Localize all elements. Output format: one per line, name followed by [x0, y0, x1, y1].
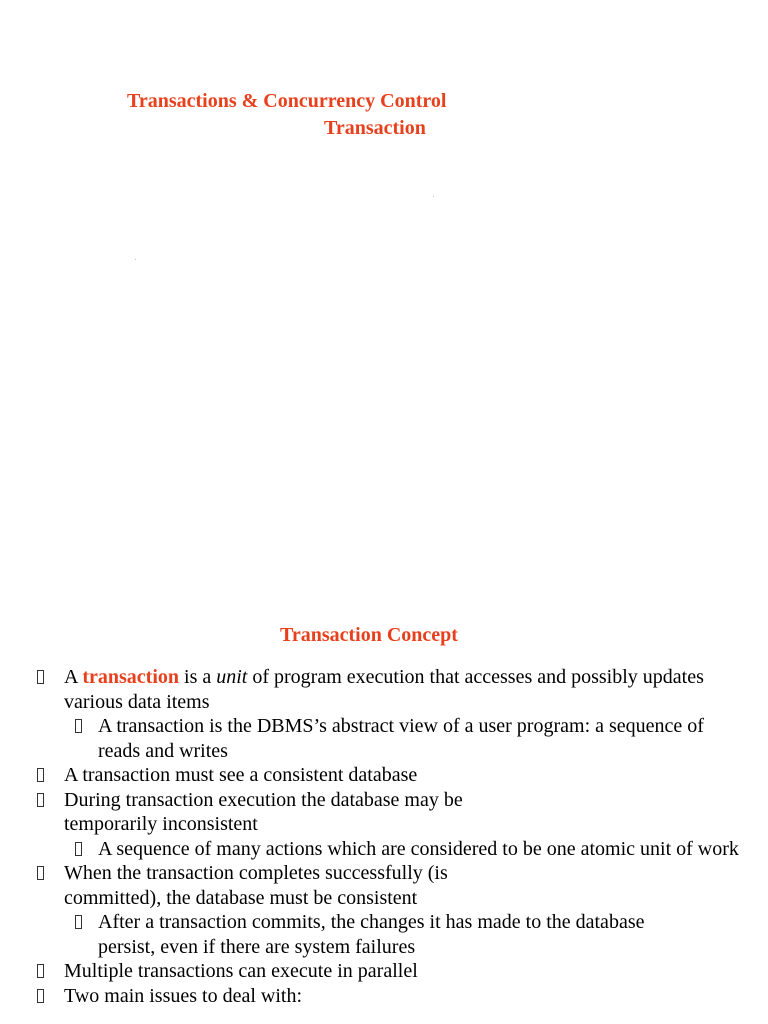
bullet-text: A transaction is the DBMS’s abstract view of a user program: a sequence of reads and writes: [98, 715, 704, 762]
bullet-item: [0, 763, 768, 788]
bullet-icon: [37, 670, 44, 684]
bullet-icon: [75, 915, 82, 929]
bullet-list: [0, 665, 768, 1008]
bullet-icon: [75, 842, 82, 856]
bullet-text: A transaction must see a consistent database: [64, 764, 418, 786]
bullet-text-prefix: A: [64, 666, 83, 688]
bullet-item: [0, 959, 768, 984]
bullet-text: When the transaction completes successfully (is committed), the database must be consistent: [64, 862, 448, 909]
bullet-text-suffix: of program execution that accesses and possibly updates various data items: [64, 666, 704, 713]
keyword-transaction: transaction: [82, 666, 180, 688]
bullet-text: During transaction execution the database may be temporarily inconsistent: [64, 788, 463, 835]
bullet-item: [0, 788, 768, 837]
bullet-text: After a transaction commits, the changes it has made to the database persist, even if there are system failures: [98, 911, 645, 958]
sub-bullet-item: [0, 714, 768, 763]
bullet-icon: [37, 964, 44, 978]
bullet-item: [0, 861, 768, 910]
bullet-item: [0, 665, 768, 714]
slide-subtitle: Transaction: [324, 117, 426, 139]
sub-bullet-item: [0, 910, 768, 959]
emphasis-unit: unit: [216, 666, 248, 688]
slide-title: Transactions & Concurrency Control: [127, 90, 447, 112]
sub-bullet-item: [0, 837, 768, 862]
bullet-text-middle: is a: [179, 666, 217, 688]
speck-mark: [433, 196, 434, 197]
bullet-icon: [37, 768, 44, 782]
section-title: Transaction Concept: [280, 624, 458, 646]
bullet-item: [0, 984, 768, 1009]
bullet-icon: [37, 793, 44, 807]
speck-mark: [135, 259, 136, 260]
bullet-text: A sequence of many actions which are considered to be one atomic unit of work: [98, 837, 739, 860]
bullet-text: Two main issues to deal with:: [64, 984, 303, 1007]
bullet-text: Multiple transactions can execute in parallel: [64, 960, 418, 982]
bullet-icon: [37, 989, 44, 1003]
bullet-icon: [75, 719, 82, 733]
bullet-icon: [37, 866, 44, 880]
